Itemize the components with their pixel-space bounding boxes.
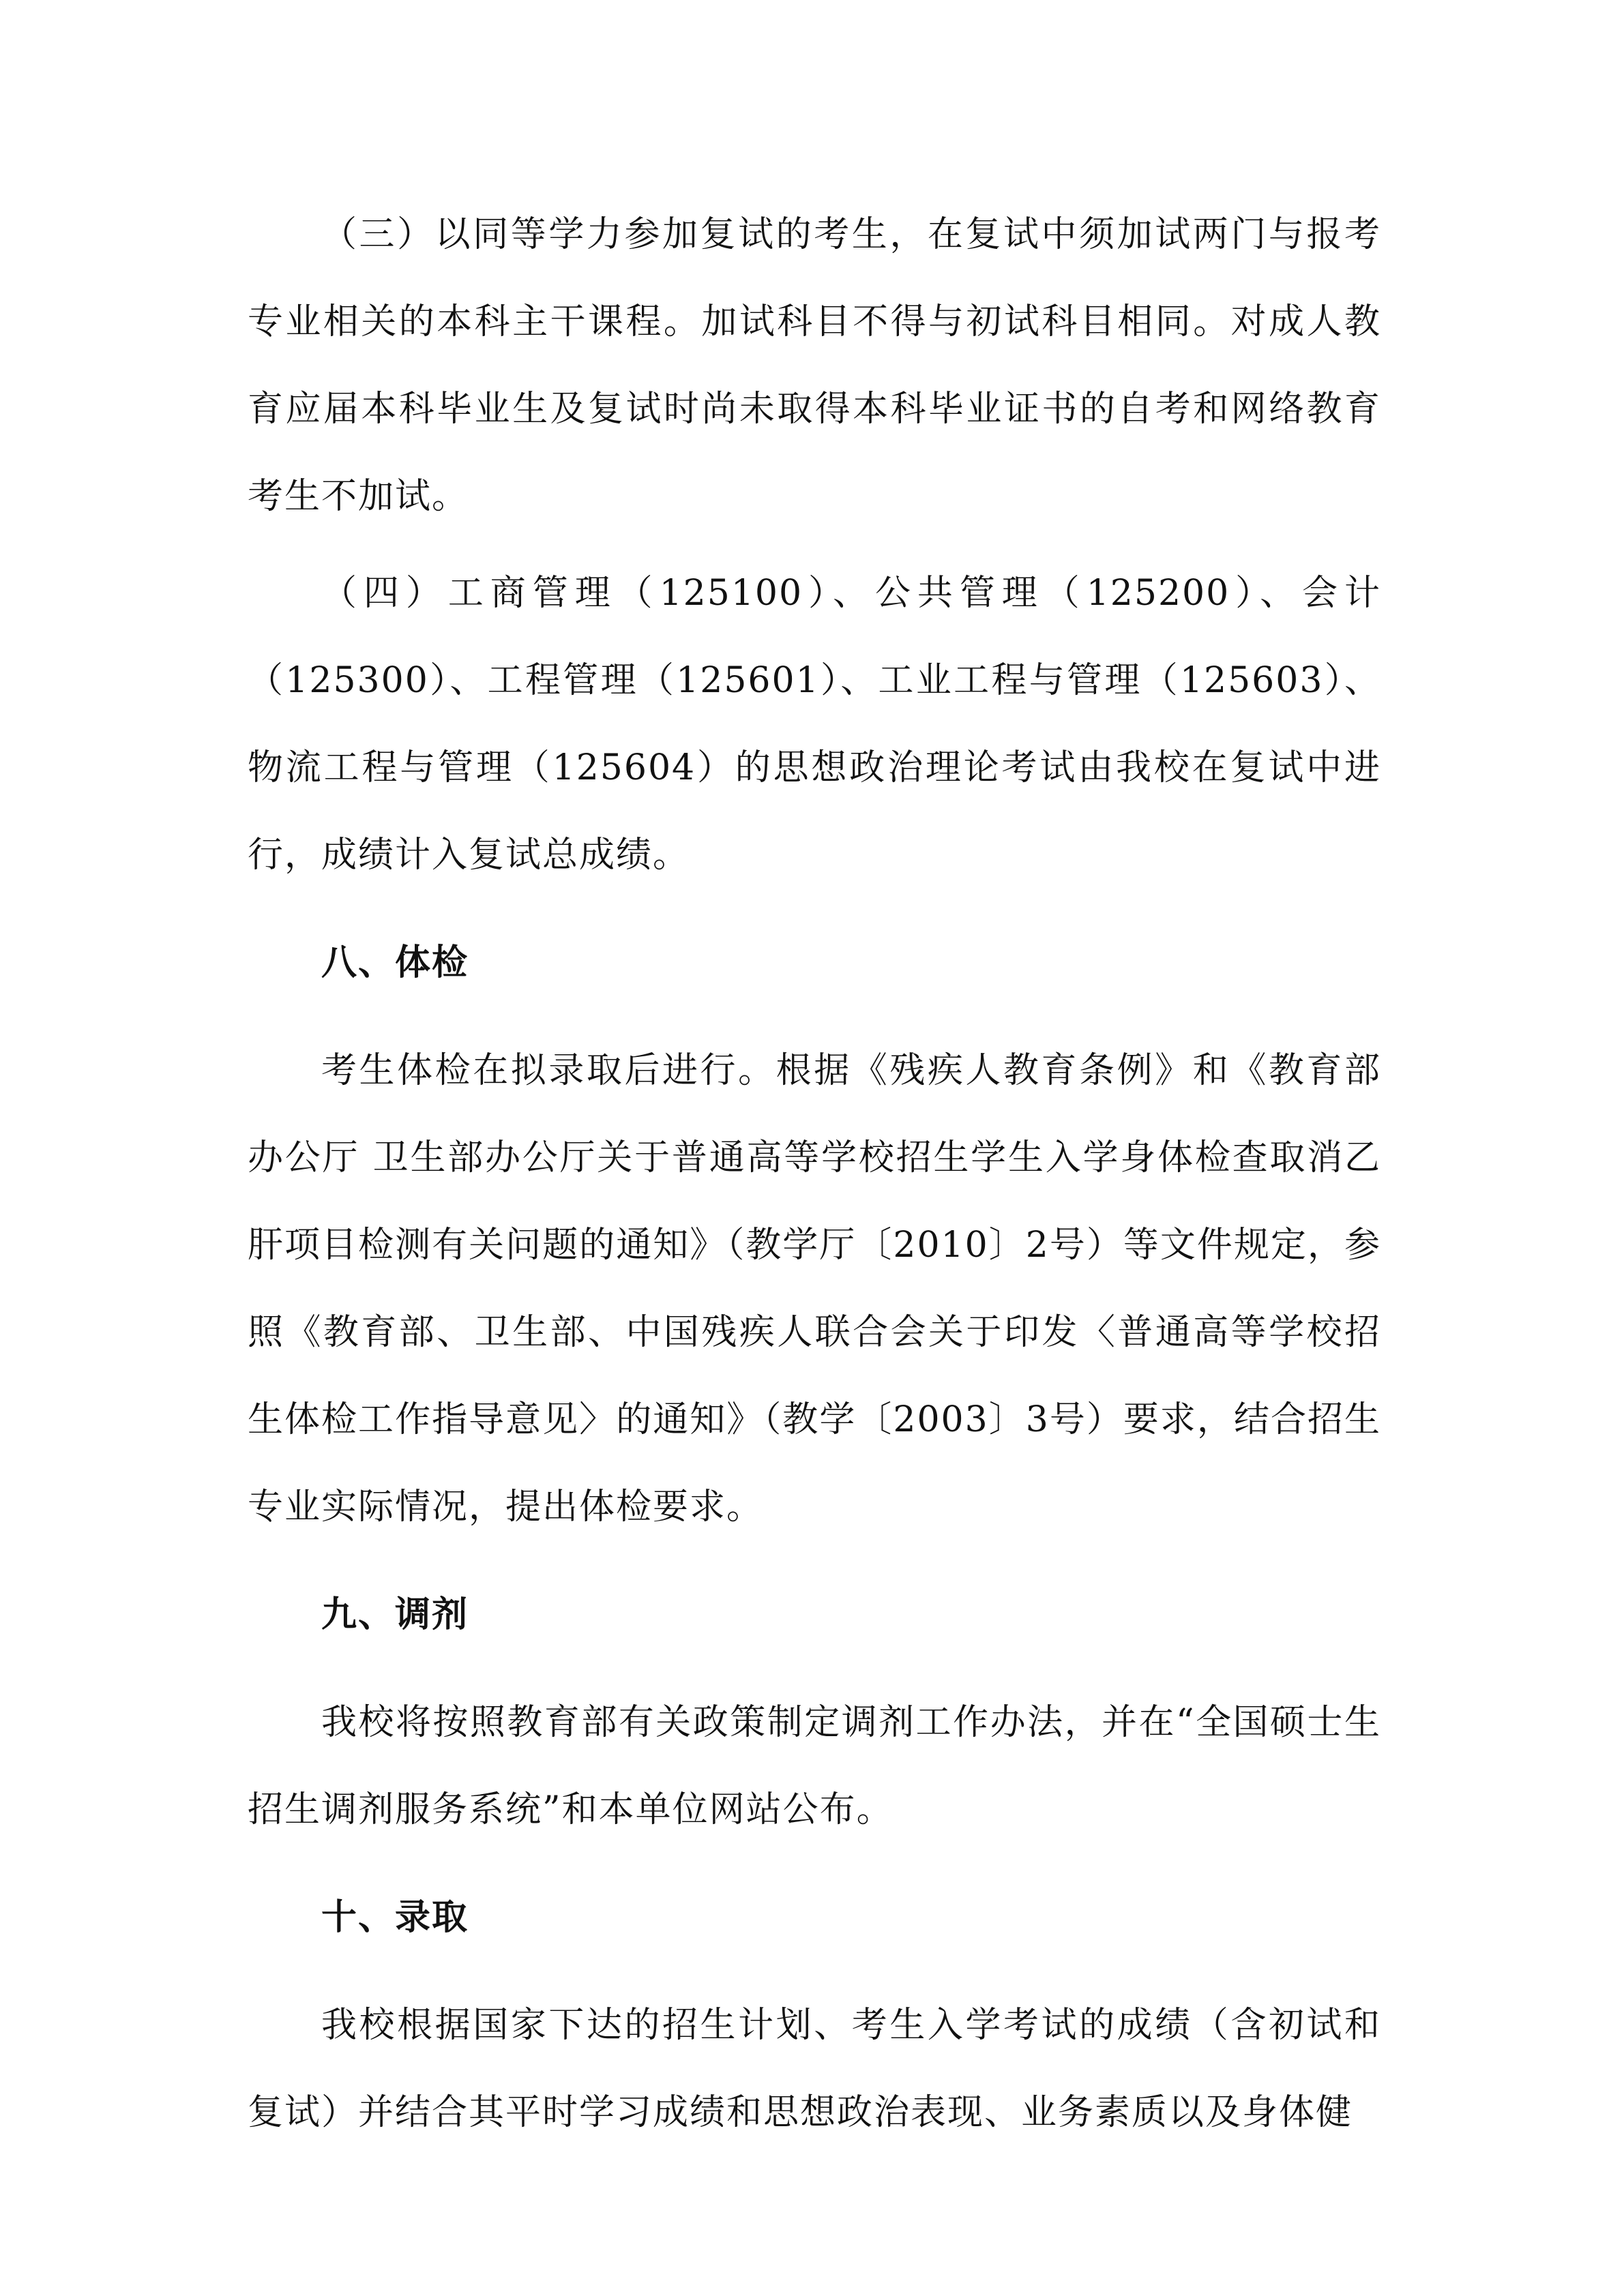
paragraph-retest-equivalent: （三）以同等学力参加复试的考生，在复试中须加试两门与报考专业相关的本科主干课程。加试科目不得与初试科目相同。对成人教育应届本科毕业生及复试时尚未取得本科毕业证书的自考和网络教育考生不加试。 — [248, 214, 1381, 517]
document-page — [248, 191, 1381, 2156]
heading-adjustment: 九、调剂 — [321, 1594, 469, 1635]
paragraph-politics-exam: （四）工商管理（125100）、公共管理（125200）、会计（125300）、工程管理（125601）、工业工程与管理（125603）、物流工程与管理（125604）的思想政治理论考试由我校在复试中进行，成绩计入复试总成绩。 — [248, 573, 1381, 876]
paragraph-admission: 我校根据国家下达的招生计划、考生入学考试的成绩（含初试和复试）并结合其平时学习成绩和思想政治表现、业务素质以及身体健 — [248, 2005, 1381, 2133]
paragraph-physical-exam: 考生体检在拟录取后进行。根据《残疾人教育条例》和《教育部办公厅 卫生部办公厅关于普通高等学校招生学生入学身体检查取消乙肝项目检测有关问题的通知》（教学厅〔2010〕2号）等文件规定，参照《教育部、卫生部、中国残疾人联合会关于印发〈普通高等学校招生体检工作指导意见〉的通知》（教学〔2003〕3号）要求，结合招生专业实际情况，提出体检要求。 — [248, 1050, 1381, 1527]
heading-physical-exam: 八、体检 — [321, 942, 469, 983]
paragraph-adjustment: 我校将按照教育部有关政策制定调剂工作办法，并在“全国硕士生招生调剂服务系统”和本单位网站公布。 — [248, 1702, 1381, 1830]
heading-admission: 十、录取 — [321, 1897, 469, 1938]
